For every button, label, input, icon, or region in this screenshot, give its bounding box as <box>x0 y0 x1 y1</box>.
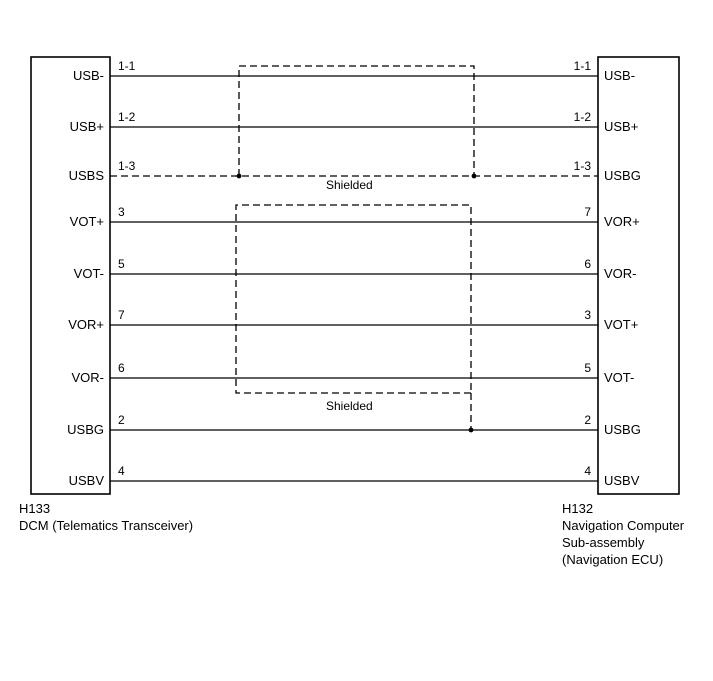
right-pin-label: USBV <box>604 473 640 488</box>
left-component-code: H133 <box>19 501 51 516</box>
right-component-name-line-3: (Navigation ECU) <box>562 552 664 567</box>
shield-label: Shielded <box>326 178 373 192</box>
left-pin-number: 1-1 <box>118 59 136 73</box>
left-pin-label: USB+ <box>69 119 104 134</box>
left-pin-label: VOR- <box>71 370 104 385</box>
wire-5 <box>74 257 637 281</box>
left-pin-number: 5 <box>118 257 125 271</box>
wire-6 <box>68 308 638 332</box>
shield-2 <box>236 205 473 432</box>
splice-dot <box>469 428 474 433</box>
shield-outline <box>239 66 474 176</box>
right-pin-number: 1-3 <box>573 159 591 173</box>
left-pin-number: 1-3 <box>118 159 136 173</box>
shield-1 <box>237 66 477 192</box>
wires-layer <box>67 59 641 488</box>
wire-9 <box>69 464 640 488</box>
right-pin-number: 5 <box>584 361 591 375</box>
left-pin-number: 1-2 <box>118 110 136 124</box>
right-pin-label: USBG <box>604 168 641 183</box>
right-pin-number: 7 <box>584 205 591 219</box>
left-pin-number: 6 <box>118 361 125 375</box>
left-pin-number: 2 <box>118 413 125 427</box>
left-pin-label: VOT+ <box>69 214 104 229</box>
right-pin-number: 6 <box>584 257 591 271</box>
left-pin-label: USB- <box>72 68 104 83</box>
left-pin-label: USBS <box>68 168 104 183</box>
right-pin-label: VOT- <box>604 370 635 385</box>
shield-outline <box>236 205 471 393</box>
left-pin-label: VOR+ <box>68 317 104 332</box>
left-pin-number: 4 <box>118 464 125 478</box>
right-pin-label: USBG <box>604 422 641 437</box>
right-pin-number: 4 <box>584 464 591 478</box>
wire-4 <box>70 205 640 229</box>
right-component-name-line-2: Sub-assembly <box>562 535 645 550</box>
shield-label: Shielded <box>326 399 373 413</box>
splice-dot <box>472 174 477 179</box>
right-pin-label: USB+ <box>604 119 639 134</box>
right-pin-number: 1-2 <box>573 110 591 124</box>
splice-dot <box>237 174 242 179</box>
right-pin-number: 3 <box>584 308 591 322</box>
right-pin-number: 2 <box>584 413 591 427</box>
right-pin-label: VOR+ <box>604 214 640 229</box>
left-pin-label: USBV <box>68 473 104 488</box>
wire-2 <box>70 110 639 134</box>
wire-7 <box>72 361 635 385</box>
wire-8 <box>67 413 641 437</box>
right-component-name-line-1: Navigation Computer <box>562 518 685 533</box>
left-pin-label: VOT- <box>73 266 104 281</box>
right-pin-label: VOR- <box>604 266 637 281</box>
right-pin-number: 1-1 <box>573 59 591 73</box>
left-pin-label: USBG <box>67 422 104 437</box>
right-component-code: H132 <box>562 501 594 516</box>
right-pin-label: VOT+ <box>604 317 639 332</box>
left-component-name: DCM (Telematics Transceiver) <box>19 518 194 533</box>
wire-1 <box>73 59 635 83</box>
left-pin-number: 3 <box>118 205 125 219</box>
right-pin-label: USB- <box>604 68 636 83</box>
left-pin-number: 7 <box>118 308 125 322</box>
